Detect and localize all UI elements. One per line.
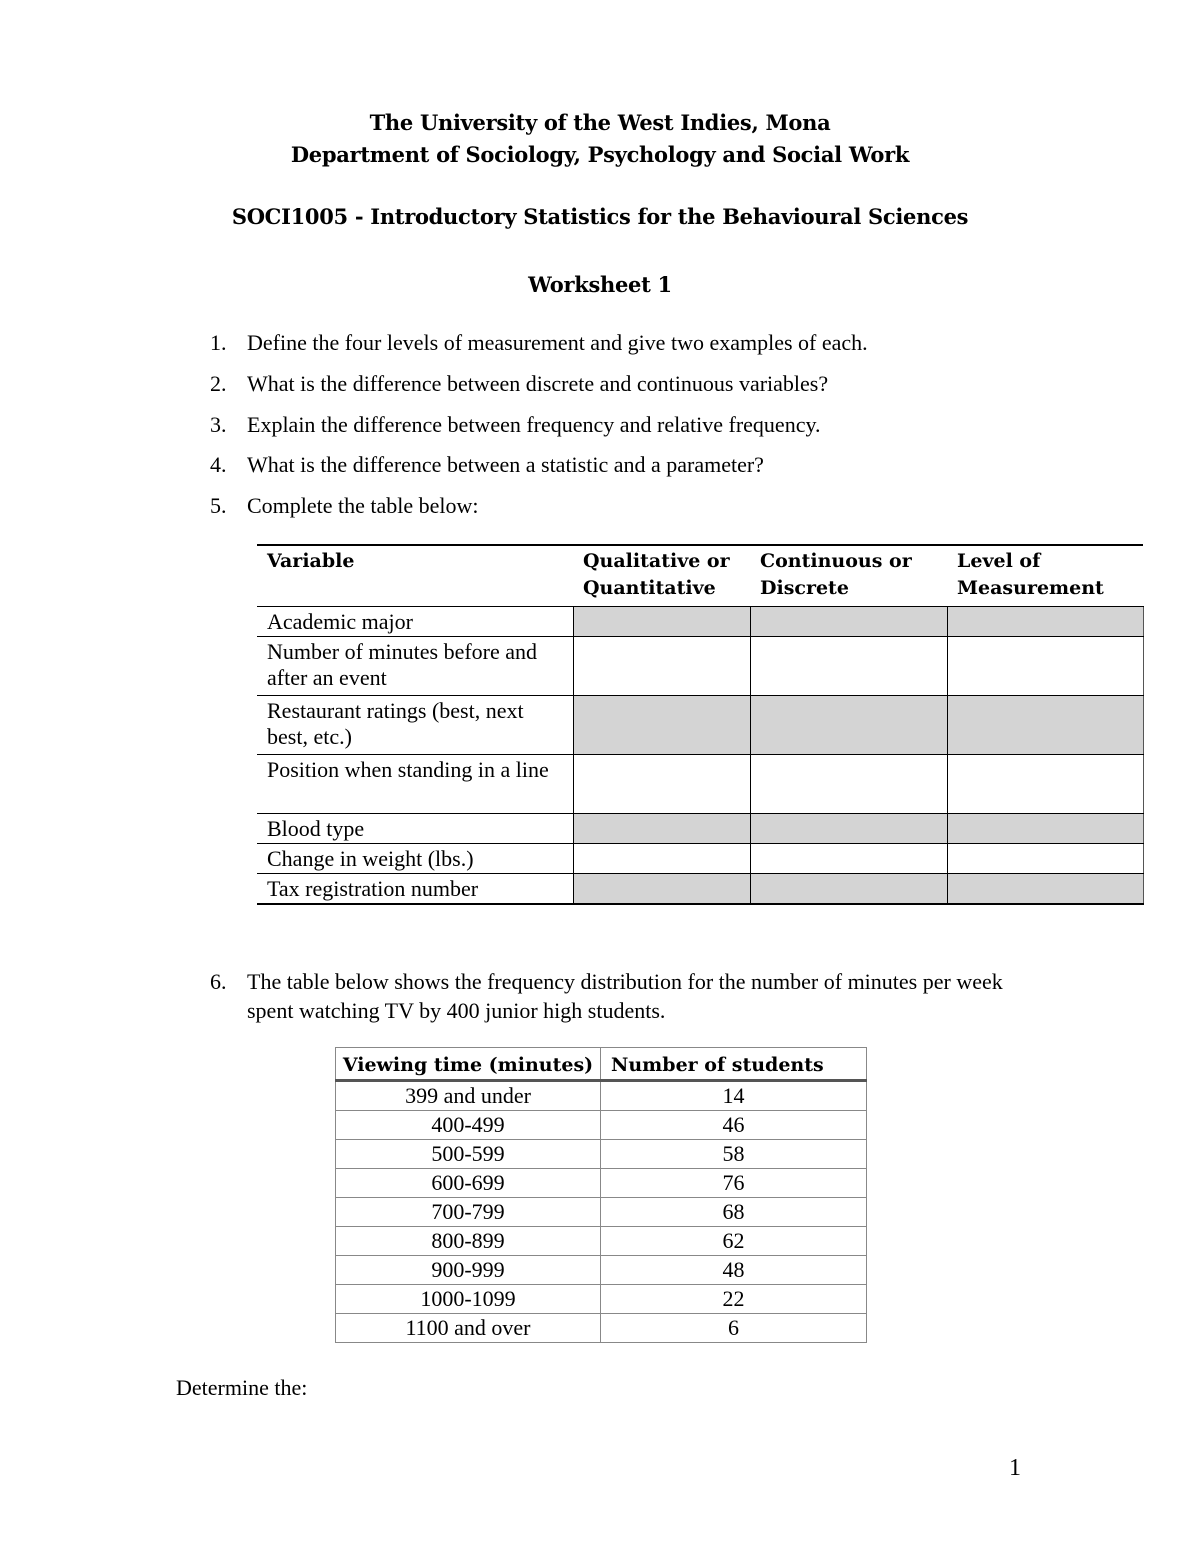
table-row (257, 755, 1143, 814)
university-title: The University of the West Indies, Mona (369, 110, 831, 135)
answer-cell[interactable] (573, 637, 750, 696)
answer-cell[interactable] (573, 607, 750, 637)
table-row (257, 637, 1143, 696)
question-number: 3. (210, 412, 227, 437)
table-row (257, 844, 1143, 874)
answer-cell[interactable] (573, 696, 750, 755)
variable-cell: Restaurant ratings (best, next best, etc.) (257, 696, 573, 755)
department-title: Department of Sociology, Psychology and Social Work (290, 142, 910, 167)
range-cell: 700-799 (336, 1198, 601, 1227)
answer-cell[interactable] (573, 844, 750, 874)
answer-cell[interactable] (573, 874, 750, 905)
question-text: The table below shows the frequency distribution for the number of minutes per week spent watching TV by 400 junior high students. (247, 969, 1003, 1023)
page-number: 1 (1009, 1455, 1021, 1481)
range-cell: 1000-1099 (336, 1285, 601, 1314)
range-cell: 600-699 (336, 1169, 601, 1198)
answer-cell[interactable] (573, 814, 750, 844)
range-cell: 400-499 (336, 1111, 601, 1140)
answer-cell[interactable] (947, 607, 1143, 637)
variable-cell: Tax registration number (257, 874, 573, 905)
table-row (257, 874, 1143, 905)
table-row (336, 1285, 867, 1314)
question-text: What is the difference between discrete and continuous variables? (247, 371, 829, 396)
table-header-row (336, 1048, 867, 1081)
range-cell: 900-999 (336, 1256, 601, 1285)
answer-cell[interactable] (947, 814, 1143, 844)
answer-cell[interactable] (947, 755, 1143, 814)
column-header-level: Level of Measurement (947, 545, 1143, 607)
table-row (257, 814, 1143, 844)
answer-cell[interactable] (750, 814, 947, 844)
table-row (336, 1256, 867, 1285)
variable-cell: Change in weight (lbs.) (257, 844, 573, 874)
answer-cell[interactable] (750, 607, 947, 637)
question-number: 1. (210, 330, 227, 355)
table-row (336, 1111, 867, 1140)
answer-cell[interactable] (750, 755, 947, 814)
column-header-number-of-students: Number of students (601, 1048, 867, 1081)
table-row (336, 1227, 867, 1256)
count-cell: 46 (601, 1111, 867, 1140)
question-text: Define the four levels of measurement and give two examples of each. (247, 330, 868, 355)
count-cell: 14 (601, 1081, 867, 1111)
answer-cell[interactable] (947, 696, 1143, 755)
variable-cell: Blood type (257, 814, 573, 844)
table-row (257, 696, 1143, 755)
table-row (257, 607, 1143, 637)
answer-cell[interactable] (750, 844, 947, 874)
measurement-table (257, 544, 1144, 905)
question-text: What is the difference between a statistic and a parameter? (247, 452, 764, 477)
answer-cell[interactable] (947, 844, 1143, 874)
variable-cell: Position when standing in a line (257, 755, 573, 814)
course-title: SOCI1005 - Introductory Statistics for the Behavioural Sciences (231, 204, 969, 229)
range-cell: 500-599 (336, 1140, 601, 1169)
answer-cell[interactable] (750, 874, 947, 905)
table-row (336, 1314, 867, 1343)
column-header-continuous: Continuous or Discrete (750, 545, 947, 607)
question-number: 2. (210, 371, 227, 396)
count-cell: 6 (601, 1314, 867, 1343)
count-cell: 76 (601, 1169, 867, 1198)
column-header-qualitative: Qualitative or Quantitative (573, 545, 750, 607)
table-row (336, 1081, 867, 1111)
answer-cell[interactable] (750, 637, 947, 696)
table-row (336, 1169, 867, 1198)
column-header-variable: Variable (257, 545, 573, 607)
table-row (336, 1140, 867, 1169)
answer-cell[interactable] (947, 637, 1143, 696)
count-cell: 68 (601, 1198, 867, 1227)
frequency-table (335, 1047, 867, 1343)
count-cell: 58 (601, 1140, 867, 1169)
count-cell: 62 (601, 1227, 867, 1256)
answer-cell[interactable] (947, 874, 1143, 905)
column-header-viewing-time: Viewing time (minutes) (336, 1048, 601, 1081)
determine-prompt: Determine the: (176, 1375, 308, 1400)
worksheet-title: Worksheet 1 (528, 272, 672, 297)
range-cell: 800-899 (336, 1227, 601, 1256)
question-text: Complete the table below: (247, 493, 479, 518)
question-number: 5. (210, 493, 227, 518)
table-header-row (257, 545, 1143, 607)
answer-cell[interactable] (750, 696, 947, 755)
question-number: 6. (210, 969, 227, 994)
variable-cell: Number of minutes before and after an event (257, 637, 573, 696)
answer-cell[interactable] (573, 755, 750, 814)
question-text: Explain the difference between frequency and relative frequency. (247, 412, 821, 437)
range-cell: 1100 and over (336, 1314, 601, 1343)
variable-cell: Academic major (257, 607, 573, 637)
table-row (336, 1198, 867, 1227)
question-number: 4. (210, 452, 227, 477)
count-cell: 22 (601, 1285, 867, 1314)
range-cell: 399 and under (336, 1081, 601, 1111)
count-cell: 48 (601, 1256, 867, 1285)
